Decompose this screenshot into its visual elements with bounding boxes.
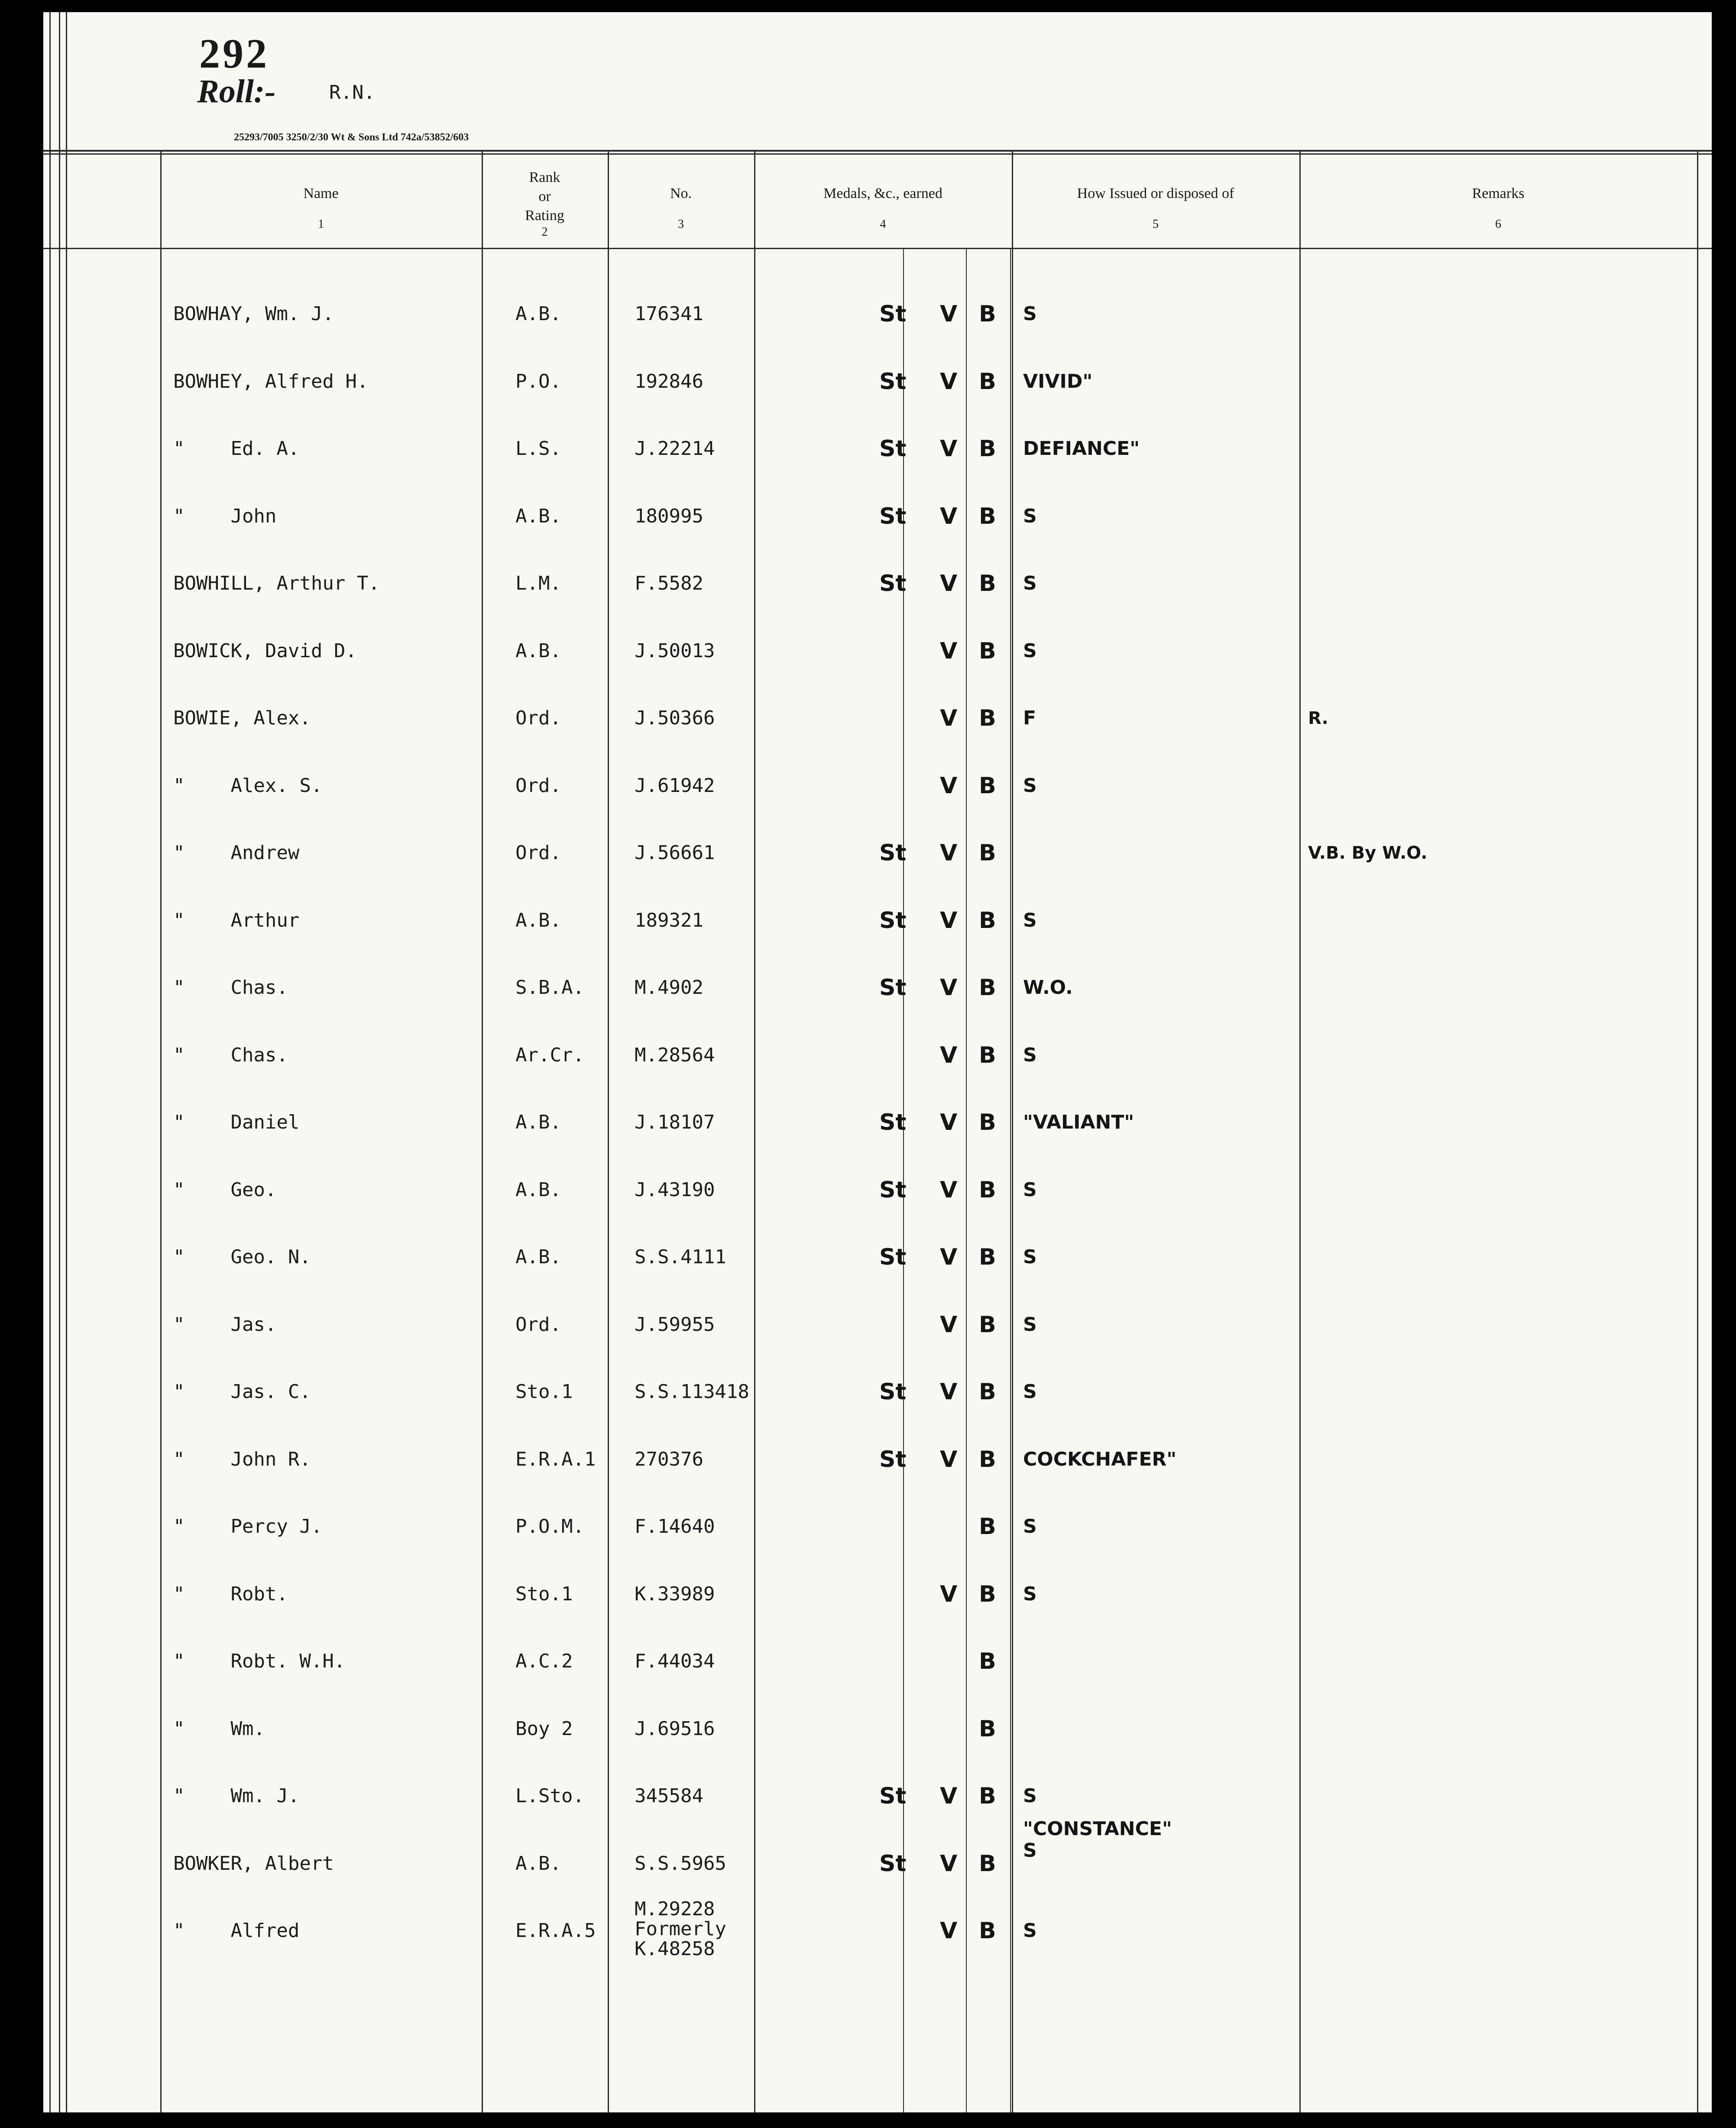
medal-victory-mark: V	[940, 1109, 958, 1135]
medal-british-mark: B	[979, 301, 996, 327]
medal-victory-mark: V	[940, 1312, 958, 1338]
medal-british-mark: B	[979, 1716, 996, 1742]
issued-cell: S	[1023, 1920, 1037, 1942]
medal-british-mark: B	[979, 1514, 996, 1540]
service-number-cell: S.S.113418	[635, 1381, 749, 1403]
name-cell: " Chas.	[173, 976, 288, 999]
medal-star-mark: St	[879, 1783, 907, 1809]
medal-british-mark: B	[979, 369, 996, 395]
service-number-cell: F.5582	[635, 572, 703, 594]
medal-british-mark: B	[979, 1312, 996, 1338]
rank-cell: L.M.	[515, 572, 561, 594]
header-remarks	[1299, 185, 1697, 231]
issued-cell: DEFIANCE"	[1023, 438, 1140, 460]
rank-cell: Ord.	[515, 1314, 561, 1336]
medal-victory-mark: V	[940, 301, 958, 327]
service-number-cell: S.S.5965	[635, 1852, 726, 1875]
rank-cell: L.S.	[515, 438, 561, 460]
name-cell: " Robt. W.H.	[173, 1650, 346, 1672]
medal-star-mark: St	[879, 1109, 907, 1135]
roll-sheet	[43, 12, 1712, 2112]
name-cell: " Robt.	[173, 1583, 288, 1605]
remarks-cell: R.	[1308, 708, 1328, 728]
left-margin-rule-3	[66, 12, 67, 2112]
header-rank	[482, 168, 608, 239]
service-number-cell: K.33989	[635, 1583, 715, 1605]
top-rule	[43, 150, 1712, 152]
service-number-cell: J.18107	[635, 1111, 715, 1133]
medal-victory-mark: V	[940, 1851, 958, 1877]
header-number-title: No.	[670, 185, 692, 201]
service-number-cell: J.50366	[635, 707, 715, 729]
name-cell: " Alex. S.	[173, 775, 323, 797]
medal-star-mark: St	[879, 369, 907, 395]
rank-cell: P.O.M.	[515, 1515, 584, 1538]
header-medals	[754, 185, 1012, 231]
header-name	[160, 185, 482, 231]
rank-cell: Ar.Cr.	[515, 1044, 584, 1066]
service-number-cell: 189321	[635, 909, 703, 931]
col-rule-number	[608, 152, 609, 2112]
header-remarks-title: Remarks	[1472, 185, 1525, 201]
name-cell: " Alfred	[173, 1920, 300, 1942]
issued-cell: S	[1023, 1515, 1037, 1538]
rank-cell: E.R.A.1	[515, 1448, 596, 1470]
medal-victory-mark: V	[940, 1447, 958, 1473]
col-rule-issued	[1012, 152, 1013, 2112]
header-issued-title: How Issued or disposed of	[1077, 185, 1234, 201]
medal-star-mark: St	[879, 503, 907, 529]
medal-star-mark: St	[879, 301, 907, 327]
issued-cell: S	[1023, 505, 1037, 527]
page-number: 292	[199, 30, 269, 77]
service-number-cell: M.4902	[635, 976, 703, 999]
name-cell: " John	[173, 505, 277, 527]
header-number-num: 3	[678, 217, 684, 231]
issued-cell: S	[1023, 1179, 1037, 1201]
medal-british-mark: B	[979, 571, 996, 597]
col-rule-name	[160, 152, 162, 2112]
medal-victory-mark: V	[940, 1918, 958, 1944]
medal-star-mark: St	[879, 840, 907, 866]
rank-cell: A.B.	[515, 909, 561, 931]
service-number-cell: 270376	[635, 1448, 703, 1470]
medal-victory-mark: V	[940, 1581, 958, 1607]
medal-victory-mark: V	[940, 908, 958, 934]
medal-star-mark: St	[879, 1244, 907, 1270]
service-number-cell: 180995	[635, 505, 703, 527]
service-number-cell: 176341	[635, 303, 703, 325]
header-issued	[1012, 185, 1299, 231]
rank-cell: Ord.	[515, 707, 561, 729]
medal-british-mark: B	[979, 503, 996, 529]
medal-victory-mark: V	[940, 705, 958, 731]
issued-cell: S	[1023, 1314, 1037, 1336]
rank-cell: A.B.	[515, 1111, 561, 1133]
medal-victory-mark: V	[940, 1042, 958, 1068]
right-margin-rule	[1697, 152, 1698, 2112]
issued-cell: F	[1023, 707, 1036, 729]
name-cell: BOWIE, Alex.	[173, 707, 311, 729]
roll-label: Roll:-	[197, 73, 276, 110]
medal-british-mark: B	[979, 705, 996, 731]
issued-cell: S	[1023, 909, 1037, 931]
issued-cell: "VALIANT"	[1023, 1111, 1134, 1133]
rank-cell: A.B.	[515, 1179, 561, 1201]
medal-victory-mark: V	[940, 571, 958, 597]
print-reference: 25293/7005 3250/2/30 Wt & Sons Ltd 742a/53852/603	[234, 132, 469, 143]
issued-cell: VIVID"	[1023, 370, 1093, 393]
name-cell: " Geo.	[173, 1179, 277, 1201]
name-cell: BOWHILL, Arthur T.	[173, 572, 380, 594]
name-cell: " Wm.	[173, 1718, 265, 1740]
left-margin-rule	[49, 12, 51, 2112]
header-number	[608, 185, 754, 231]
rank-cell: A.B.	[515, 1852, 561, 1875]
medal-british-mark: B	[979, 1783, 996, 1809]
medal-star-mark: St	[879, 1851, 907, 1877]
service-number-cell: M.29228 Formerly K.48258	[635, 1898, 726, 1960]
medal-star-mark: St	[879, 1379, 907, 1405]
service-number-cell: J.22214	[635, 438, 715, 460]
medal-british-mark: B	[979, 1851, 996, 1877]
issued-cell: "CONSTANCE" S	[1023, 1818, 1172, 1862]
medal-victory-mark: V	[940, 840, 958, 866]
name-cell: " Jas. C.	[173, 1381, 311, 1403]
name-cell: BOWHEY, Alfred H.	[173, 370, 369, 393]
col-rule-rank	[482, 152, 483, 2112]
name-cell: " Andrew	[173, 842, 300, 864]
medal-british-mark: B	[979, 975, 996, 1001]
issued-cell: S	[1023, 303, 1037, 325]
medal-star-mark: St	[879, 908, 907, 934]
medal-victory-mark: V	[940, 1783, 958, 1809]
rank-cell: A.B.	[515, 640, 561, 662]
medal-british-mark: B	[979, 1177, 996, 1203]
header-name-title: Name	[303, 185, 339, 201]
col-rule-medals-sub3	[1010, 248, 1011, 2112]
medal-british-mark: B	[979, 1042, 996, 1068]
medal-victory-mark: V	[940, 436, 958, 462]
medal-victory-mark: V	[940, 975, 958, 1001]
left-margin-rule-2	[59, 12, 60, 2112]
service-number-cell: S.S.4111	[635, 1246, 726, 1268]
col-rule-medals-sub2	[966, 248, 967, 2112]
rank-cell: Sto.1	[515, 1583, 573, 1605]
name-cell: " Daniel	[173, 1111, 300, 1133]
medal-british-mark: B	[979, 1447, 996, 1473]
medal-victory-mark: V	[940, 638, 958, 664]
medal-british-mark: B	[979, 1244, 996, 1270]
rank-cell: A.B.	[515, 1246, 561, 1268]
medal-british-mark: B	[979, 1918, 996, 1944]
service-number-cell: J.43190	[635, 1179, 715, 1201]
name-cell: BOWKER, Albert	[173, 1852, 334, 1875]
rank-cell: S.B.A.	[515, 976, 584, 999]
header-rank-title: Rank or Rating	[525, 169, 564, 224]
header-issued-num: 5	[1153, 217, 1159, 231]
service-number-cell: J.56661	[635, 842, 715, 864]
issued-cell: S	[1023, 1785, 1037, 1807]
medal-british-mark: B	[979, 1648, 996, 1674]
header-medals-title: Medals, &c., earned	[823, 185, 942, 201]
medal-british-mark: B	[979, 908, 996, 934]
col-rule-remarks	[1299, 152, 1301, 2112]
medal-british-mark: B	[979, 1581, 996, 1607]
top-rule-2	[43, 153, 1712, 155]
issued-cell: S	[1023, 640, 1037, 662]
service-number-cell: M.28564	[635, 1044, 715, 1066]
rank-cell: P.O.	[515, 370, 561, 393]
header-remarks-num: 6	[1495, 217, 1501, 231]
remarks-cell: V.B. By W.O.	[1308, 843, 1428, 863]
medal-star-mark: St	[879, 571, 907, 597]
name-cell: " Arthur	[173, 909, 300, 931]
medal-victory-mark: V	[940, 773, 958, 799]
medal-victory-mark: V	[940, 1177, 958, 1203]
issued-cell: S	[1023, 775, 1037, 797]
issued-cell: S	[1023, 1381, 1037, 1403]
service-number-cell: F.44034	[635, 1650, 715, 1672]
medal-british-mark: B	[979, 436, 996, 462]
name-cell: " Ed. A.	[173, 438, 300, 460]
name-cell: BOWICK, David D.	[173, 640, 357, 662]
rank-cell: A.C.2	[515, 1650, 573, 1672]
issued-cell: S	[1023, 1044, 1037, 1066]
medal-victory-mark: V	[940, 1379, 958, 1405]
service-number-cell: J.59955	[635, 1314, 715, 1336]
issued-cell: S	[1023, 1583, 1037, 1605]
rank-cell: Ord.	[515, 842, 561, 864]
medal-star-mark: St	[879, 1447, 907, 1473]
header-name-num: 1	[318, 217, 324, 231]
medal-victory-mark: V	[940, 503, 958, 529]
rank-cell: Ord.	[515, 775, 561, 797]
name-cell: " Percy J.	[173, 1515, 323, 1538]
name-cell: " Jas.	[173, 1314, 277, 1336]
issued-cell: S	[1023, 1246, 1037, 1268]
rank-cell: Boy 2	[515, 1718, 573, 1740]
service-label: R.N.	[329, 81, 375, 104]
medal-star-mark: St	[879, 436, 907, 462]
medal-british-mark: B	[979, 1379, 996, 1405]
medal-victory-mark: V	[940, 1244, 958, 1270]
medal-british-mark: B	[979, 840, 996, 866]
header-rank-num: 2	[541, 225, 548, 239]
col-rule-medals	[754, 152, 755, 2112]
issued-cell: W.O.	[1023, 976, 1073, 999]
service-number-cell: 345584	[635, 1785, 703, 1807]
service-number-cell: J.50013	[635, 640, 715, 662]
rank-cell: A.B.	[515, 303, 561, 325]
name-cell: " Chas.	[173, 1044, 288, 1066]
medal-star-mark: St	[879, 1177, 907, 1203]
medal-british-mark: B	[979, 638, 996, 664]
issued-cell: S	[1023, 572, 1037, 594]
rank-cell: A.B.	[515, 505, 561, 527]
header-medals-num: 4	[880, 217, 886, 231]
service-number-cell: J.61942	[635, 775, 715, 797]
rank-cell: E.R.A.5	[515, 1920, 596, 1942]
header-bottom-rule	[43, 248, 1712, 249]
medal-british-mark: B	[979, 773, 996, 799]
name-cell: " John R.	[173, 1448, 311, 1470]
medal-star-mark: St	[879, 975, 907, 1001]
rank-cell: Sto.1	[515, 1381, 573, 1403]
name-cell: BOWHAY, Wm. J.	[173, 303, 334, 325]
rank-cell: L.Sto.	[515, 1785, 584, 1807]
name-cell: " Wm. J.	[173, 1785, 300, 1807]
service-number-cell: J.69516	[635, 1718, 715, 1740]
name-cell: " Geo. N.	[173, 1246, 311, 1268]
medal-victory-mark: V	[940, 369, 958, 395]
issued-cell: COCKCHAFER"	[1023, 1448, 1177, 1470]
service-number-cell: F.14640	[635, 1515, 715, 1538]
service-number-cell: 192846	[635, 370, 703, 393]
medal-british-mark: B	[979, 1109, 996, 1135]
